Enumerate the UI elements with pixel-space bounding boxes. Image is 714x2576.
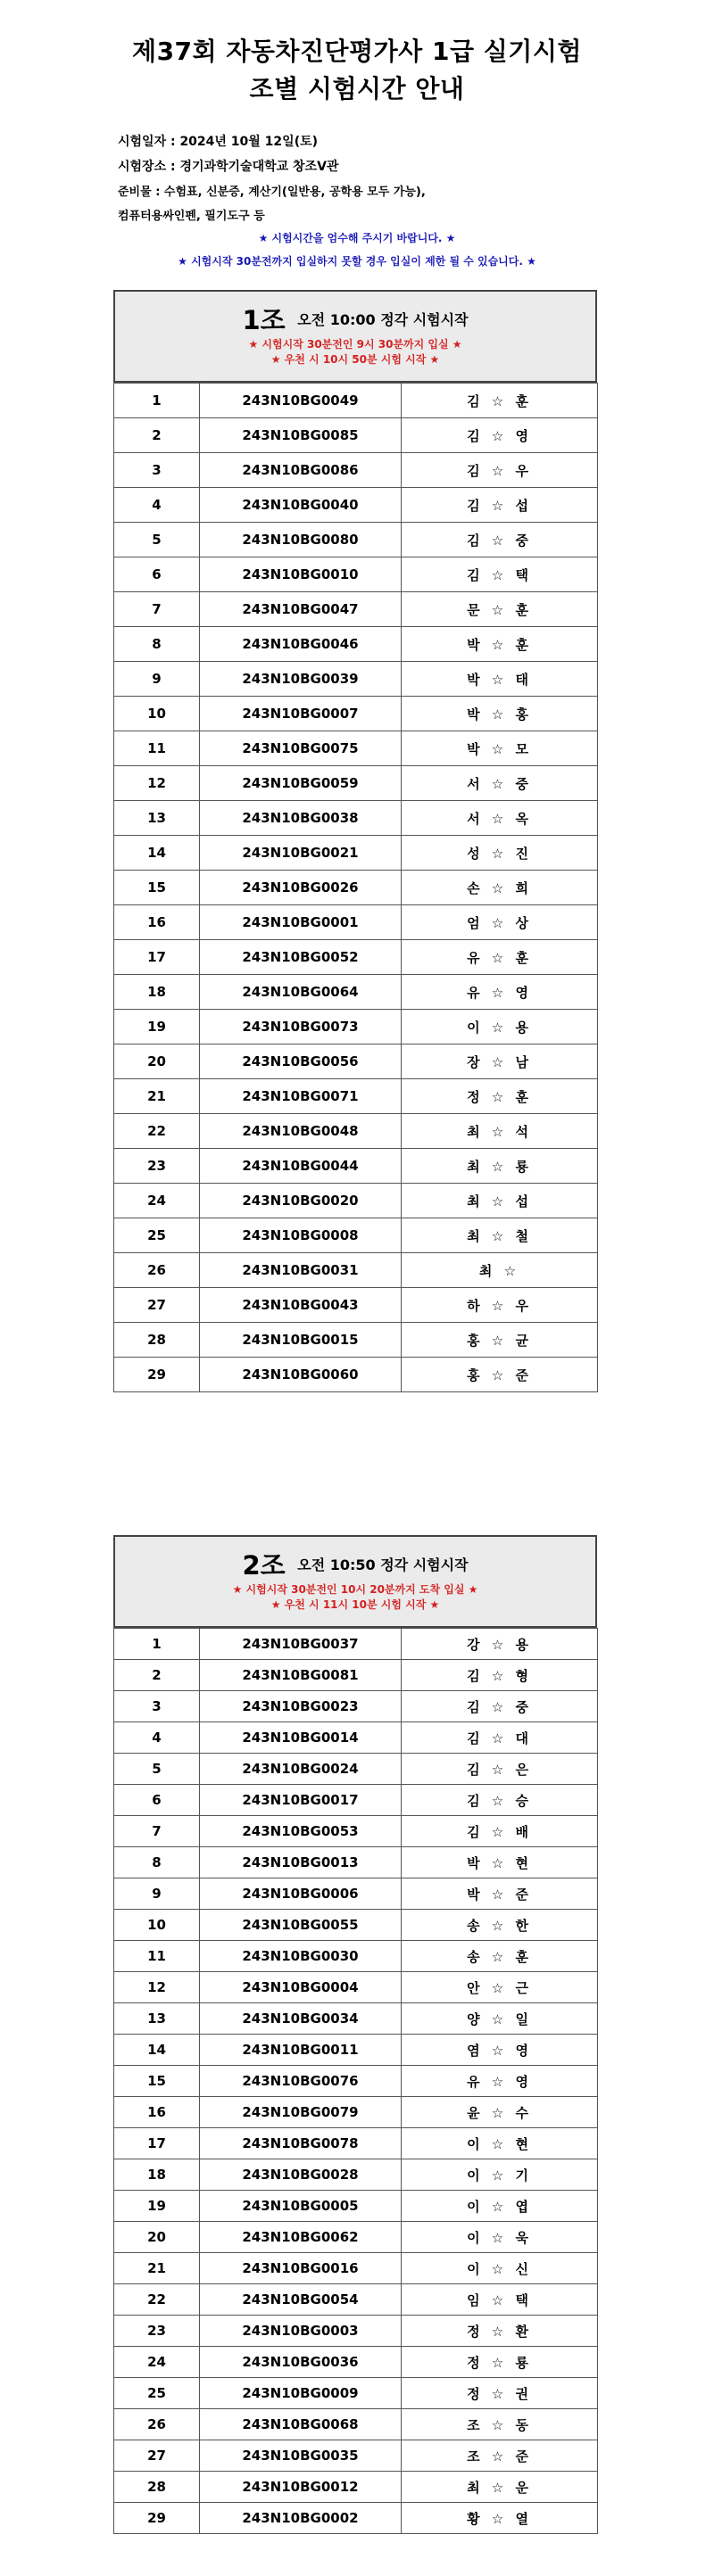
row-number: 6 [114, 557, 200, 592]
table-row [114, 2253, 598, 2284]
row-number: 6 [114, 1785, 200, 1816]
table-row [114, 2440, 598, 2472]
candidate-name: 박 ☆ 태 [402, 662, 598, 697]
candidate-name: 김 ☆ 영 [402, 418, 598, 453]
candidate-name: 김 ☆ 승 [402, 1785, 598, 1816]
exam-number: 243N10BG0040 [200, 488, 402, 523]
page-title: 제37회 자동차진단평가사 1급 실기시험 [132, 37, 582, 66]
candidate-name: 이 ☆ 현 [402, 2128, 598, 2159]
row-number: 25 [114, 1218, 200, 1253]
row-number: 14 [114, 2035, 200, 2066]
table-row [114, 1722, 598, 1754]
candidate-name: 최 ☆ 룡 [402, 1149, 598, 1184]
exam-number: 243N10BG0009 [200, 2378, 402, 2409]
table-row [114, 1941, 598, 1972]
row-number: 13 [114, 801, 200, 836]
exam-number: 243N10BG0043 [200, 1288, 402, 1323]
exam-number: 243N10BG0008 [200, 1218, 402, 1253]
row-number: 4 [114, 1722, 200, 1754]
candidate-name: 김 ☆ 훈 [402, 384, 598, 418]
group-1-section [113, 290, 597, 1392]
table-row [114, 1253, 598, 1288]
exam-number: 243N10BG0081 [200, 1660, 402, 1691]
table-row [114, 1288, 598, 1323]
candidate-name: 홍 ☆ 균 [402, 1323, 598, 1358]
table-row [114, 731, 598, 766]
candidate-name: 유 ☆ 영 [402, 975, 598, 1010]
candidate-name: 이 ☆ 엽 [402, 2191, 598, 2222]
table-row [114, 557, 598, 592]
table-row [114, 1010, 598, 1044]
prep-items-cont: 컴퓨터용싸인펜, 필기도구 등 [118, 210, 265, 223]
table-row [114, 2409, 598, 2440]
row-number: 7 [114, 1816, 200, 1847]
row-number: 23 [114, 1149, 200, 1184]
candidate-name: 하 ☆ 우 [402, 1288, 598, 1323]
row-number: 27 [114, 1288, 200, 1323]
exam-number: 243N10BG0055 [200, 1910, 402, 1941]
row-number: 3 [114, 453, 200, 488]
exam-number: 243N10BG0080 [200, 523, 402, 557]
row-number: 10 [114, 697, 200, 731]
table-row [114, 2503, 598, 2534]
exam-number: 243N10BG0059 [200, 766, 402, 801]
table-row [114, 2472, 598, 2503]
table-row [114, 2191, 598, 2222]
table-row [114, 697, 598, 731]
candidate-name: 최 ☆ [402, 1253, 598, 1288]
exam-number: 243N10BG0053 [200, 1816, 402, 1847]
table-row [114, 940, 598, 975]
exam-number: 243N10BG0011 [200, 2035, 402, 2066]
exam-number: 243N10BG0037 [200, 1629, 402, 1660]
exam-number: 243N10BG0004 [200, 1972, 402, 2003]
row-number: 17 [114, 940, 200, 975]
candidate-name: 유 ☆ 영 [402, 2066, 598, 2097]
table-row [114, 2066, 598, 2097]
row-number: 29 [114, 1358, 200, 1392]
exam-number: 243N10BG0006 [200, 1878, 402, 1910]
exam-number: 243N10BG0086 [200, 453, 402, 488]
table-row [114, 523, 598, 557]
exam-place: 시험장소 : 경기과학기술대학교 창조V관 [118, 160, 339, 174]
exam-number: 243N10BG0014 [200, 1722, 402, 1754]
row-number: 18 [114, 975, 200, 1010]
group-table [113, 383, 598, 1392]
group-label: 1조 [242, 305, 286, 335]
exam-number: 243N10BG0038 [200, 801, 402, 836]
table-row [114, 1972, 598, 2003]
candidate-name: 김 ☆ 중 [402, 523, 598, 557]
row-number: 15 [114, 871, 200, 905]
exam-number: 243N10BG0062 [200, 2222, 402, 2253]
row-number: 10 [114, 1910, 200, 1941]
candidate-name: 안 ☆ 근 [402, 1972, 598, 2003]
exam-number: 243N10BG0060 [200, 1358, 402, 1392]
row-number: 24 [114, 1184, 200, 1218]
row-number: 14 [114, 836, 200, 871]
exam-number: 243N10BG0016 [200, 2253, 402, 2284]
candidate-name: 양 ☆ 일 [402, 2003, 598, 2035]
exam-number: 243N10BG0048 [200, 1114, 402, 1149]
exam-number: 243N10BG0034 [200, 2003, 402, 2035]
row-number: 5 [114, 1754, 200, 1785]
group-header [113, 290, 597, 383]
candidate-name: 최 ☆ 석 [402, 1114, 598, 1149]
candidate-name: 정 ☆ 훈 [402, 1079, 598, 1114]
row-number: 21 [114, 1079, 200, 1114]
exam-number: 243N10BG0015 [200, 1323, 402, 1358]
candidate-name: 김 ☆ 대 [402, 1722, 598, 1754]
group-2-section [113, 1535, 597, 2534]
group-note-rain: ★ 우천 시 10시 50분 시험 시작 ★ [270, 353, 440, 366]
table-row [114, 1218, 598, 1253]
table-row [114, 871, 598, 905]
exam-number: 243N10BG0046 [200, 627, 402, 662]
exam-number: 243N10BG0024 [200, 1754, 402, 1785]
exam-number: 243N10BG0085 [200, 418, 402, 453]
exam-number: 243N10BG0078 [200, 2128, 402, 2159]
exam-number: 243N10BG0064 [200, 975, 402, 1010]
exam-number: 243N10BG0052 [200, 940, 402, 975]
candidate-name: 임 ☆ 택 [402, 2284, 598, 2316]
table-row [114, 592, 598, 627]
row-number: 29 [114, 2503, 200, 2534]
candidate-name: 박 ☆ 모 [402, 731, 598, 766]
table-row [114, 1149, 598, 1184]
row-number: 13 [114, 2003, 200, 2035]
exam-number: 243N10BG0073 [200, 1010, 402, 1044]
exam-number: 243N10BG0013 [200, 1847, 402, 1878]
candidate-name: 정 ☆ 룡 [402, 2347, 598, 2378]
row-number: 19 [114, 1010, 200, 1044]
table-row [114, 384, 598, 418]
candidate-name: 엄 ☆ 상 [402, 905, 598, 940]
candidate-name: 정 ☆ 환 [402, 2316, 598, 2347]
group-note-rain: ★ 우천 시 11시 10분 시험 시작 ★ [270, 1598, 440, 1611]
table-row [114, 836, 598, 871]
group-label: 2조 [242, 1550, 286, 1581]
row-number: 4 [114, 488, 200, 523]
table-row [114, 2097, 598, 2128]
row-number: 5 [114, 523, 200, 557]
row-number: 24 [114, 2347, 200, 2378]
exam-number: 243N10BG0044 [200, 1149, 402, 1184]
group-header [113, 1535, 597, 1628]
candidate-name: 김 ☆ 형 [402, 1660, 598, 1691]
table-row [114, 2222, 598, 2253]
table-row [114, 627, 598, 662]
page-subtitle: 조별 시험시간 안내 [249, 74, 465, 103]
table-row [114, 1044, 598, 1079]
candidate-name: 윤 ☆ 수 [402, 2097, 598, 2128]
exam-number: 243N10BG0079 [200, 2097, 402, 2128]
row-number: 26 [114, 1253, 200, 1288]
table-row [114, 1785, 598, 1816]
table-row [114, 905, 598, 940]
row-number: 2 [114, 1660, 200, 1691]
row-number: 22 [114, 2284, 200, 2316]
candidate-name: 이 ☆ 신 [402, 2253, 598, 2284]
table-row [114, 801, 598, 836]
row-number: 12 [114, 766, 200, 801]
row-number: 23 [114, 2316, 200, 2347]
table-row [114, 418, 598, 453]
table-row [114, 975, 598, 1010]
exam-number: 243N10BG0023 [200, 1691, 402, 1722]
row-number: 28 [114, 1323, 200, 1358]
exam-number: 243N10BG0071 [200, 1079, 402, 1114]
table-row [114, 1660, 598, 1691]
table-row [114, 1358, 598, 1392]
exam-number: 243N10BG0068 [200, 2409, 402, 2440]
row-number: 16 [114, 2097, 200, 2128]
candidate-name: 조 ☆ 준 [402, 2440, 598, 2472]
row-number: 11 [114, 731, 200, 766]
candidate-name: 박 ☆ 홍 [402, 697, 598, 731]
candidate-name: 황 ☆ 열 [402, 2503, 598, 2534]
candidate-name: 김 ☆ 배 [402, 1816, 598, 1847]
table-row [114, 766, 598, 801]
exam-number: 243N10BG0076 [200, 2066, 402, 2097]
exam-number: 243N10BG0020 [200, 1184, 402, 1218]
row-number: 15 [114, 2066, 200, 2097]
candidate-name: 박 ☆ 현 [402, 1847, 598, 1878]
candidate-name: 염 ☆ 영 [402, 2035, 598, 2066]
exam-number: 243N10BG0026 [200, 871, 402, 905]
candidate-name: 서 ☆ 중 [402, 766, 598, 801]
table-row [114, 488, 598, 523]
table-row [114, 2035, 598, 2066]
row-number: 1 [114, 1629, 200, 1660]
candidate-name: 최 ☆ 철 [402, 1218, 598, 1253]
exam-number: 243N10BG0039 [200, 662, 402, 697]
table-row [114, 1878, 598, 1910]
group-note-entry: ★ 시험시작 30분전인 9시 30분까지 입실 ★ [248, 338, 462, 351]
candidate-name: 홍 ☆ 준 [402, 1358, 598, 1392]
candidate-name: 손 ☆ 희 [402, 871, 598, 905]
table-row [114, 2347, 598, 2378]
candidate-name: 김 ☆ 중 [402, 1691, 598, 1722]
table-row [114, 1847, 598, 1878]
exam-number: 243N10BG0054 [200, 2284, 402, 2316]
group-note-entry: ★ 시험시작 30분전인 10시 20분까지 도착 입실 ★ [232, 1583, 478, 1596]
exam-number: 243N10BG0056 [200, 1044, 402, 1079]
table-row [114, 1691, 598, 1722]
notice-time: ★ 시험시간을 엄수해 주시기 바랍니다. ★ [258, 232, 456, 244]
row-number: 12 [114, 1972, 200, 2003]
exam-number: 243N10BG0012 [200, 2472, 402, 2503]
exam-number: 243N10BG0028 [200, 2159, 402, 2191]
row-number: 21 [114, 2253, 200, 2284]
table-row [114, 1184, 598, 1218]
group-table [113, 1628, 598, 2534]
table-row [114, 2316, 598, 2347]
row-number: 2 [114, 418, 200, 453]
table-row [114, 662, 598, 697]
row-number: 20 [114, 2222, 200, 2253]
exam-number: 243N10BG0005 [200, 2191, 402, 2222]
candidate-name: 박 ☆ 훈 [402, 627, 598, 662]
exam-number: 243N10BG0075 [200, 731, 402, 766]
candidate-name: 김 ☆ 은 [402, 1754, 598, 1785]
candidate-name: 유 ☆ 훈 [402, 940, 598, 975]
row-number: 18 [114, 2159, 200, 2191]
exam-number: 243N10BG0049 [200, 384, 402, 418]
candidate-name: 문 ☆ 훈 [402, 592, 598, 627]
exam-number: 243N10BG0035 [200, 2440, 402, 2472]
row-number: 16 [114, 905, 200, 940]
row-number: 8 [114, 1847, 200, 1878]
candidate-name: 서 ☆ 옥 [402, 801, 598, 836]
candidate-name: 김 ☆ 섭 [402, 488, 598, 523]
table-row [114, 1629, 598, 1660]
table-row [114, 2378, 598, 2409]
candidate-name: 성 ☆ 진 [402, 836, 598, 871]
candidate-name: 강 ☆ 용 [402, 1629, 598, 1660]
table-row [114, 1323, 598, 1358]
group-start-time: 오전 10:50 정각 시험시작 [297, 1556, 469, 1573]
notice-entry: ★ 시험시작 30분전까지 입실하지 못할 경우 입실이 제한 될 수 있습니다. ★ [178, 255, 536, 268]
exam-number: 243N10BG0030 [200, 1941, 402, 1972]
exam-number: 243N10BG0002 [200, 2503, 402, 2534]
row-number: 1 [114, 384, 200, 418]
table-row [114, 1114, 598, 1149]
candidate-name: 김 ☆ 우 [402, 453, 598, 488]
table-row [114, 2128, 598, 2159]
table-row [114, 2284, 598, 2316]
candidate-name: 최 ☆ 섭 [402, 1184, 598, 1218]
row-number: 20 [114, 1044, 200, 1079]
row-number: 9 [114, 1878, 200, 1910]
exam-date: 시험일자 : 2024년 10월 12일(토) [118, 135, 319, 149]
exam-number: 243N10BG0021 [200, 836, 402, 871]
candidate-name: 조 ☆ 동 [402, 2409, 598, 2440]
exam-number: 243N10BG0001 [200, 905, 402, 940]
row-number: 17 [114, 2128, 200, 2159]
row-number: 19 [114, 2191, 200, 2222]
candidate-name: 정 ☆ 권 [402, 2378, 598, 2409]
exam-number: 243N10BG0007 [200, 697, 402, 731]
candidate-name: 이 ☆ 욱 [402, 2222, 598, 2253]
exam-number: 243N10BG0003 [200, 2316, 402, 2347]
table-row [114, 1910, 598, 1941]
prep-items: 준비물 : 수험표, 신분증, 계산기(일반용, 공학용 모두 가능), [118, 186, 426, 199]
group-start-time: 오전 10:00 정각 시험시작 [297, 311, 469, 328]
table-row [114, 453, 598, 488]
table-row [114, 1079, 598, 1114]
candidate-name: 최 ☆ 운 [402, 2472, 598, 2503]
exam-number: 243N10BG0031 [200, 1253, 402, 1288]
row-number: 26 [114, 2409, 200, 2440]
candidate-name: 장 ☆ 남 [402, 1044, 598, 1079]
table-row [114, 2159, 598, 2191]
candidate-name: 송 ☆ 훈 [402, 1941, 598, 1972]
table-row [114, 2003, 598, 2035]
candidate-name: 송 ☆ 한 [402, 1910, 598, 1941]
table-row [114, 1754, 598, 1785]
exam-number: 243N10BG0017 [200, 1785, 402, 1816]
exam-number: 243N10BG0010 [200, 557, 402, 592]
row-number: 11 [114, 1941, 200, 1972]
table-row [114, 1816, 598, 1847]
candidate-name: 이 ☆ 기 [402, 2159, 598, 2191]
row-number: 27 [114, 2440, 200, 2472]
candidate-name: 박 ☆ 준 [402, 1878, 598, 1910]
row-number: 3 [114, 1691, 200, 1722]
row-number: 9 [114, 662, 200, 697]
exam-number: 243N10BG0047 [200, 592, 402, 627]
exam-number: 243N10BG0036 [200, 2347, 402, 2378]
candidate-name: 이 ☆ 용 [402, 1010, 598, 1044]
row-number: 28 [114, 2472, 200, 2503]
candidate-name: 김 ☆ 택 [402, 557, 598, 592]
row-number: 25 [114, 2378, 200, 2409]
row-number: 7 [114, 592, 200, 627]
row-number: 22 [114, 1114, 200, 1149]
row-number: 8 [114, 627, 200, 662]
